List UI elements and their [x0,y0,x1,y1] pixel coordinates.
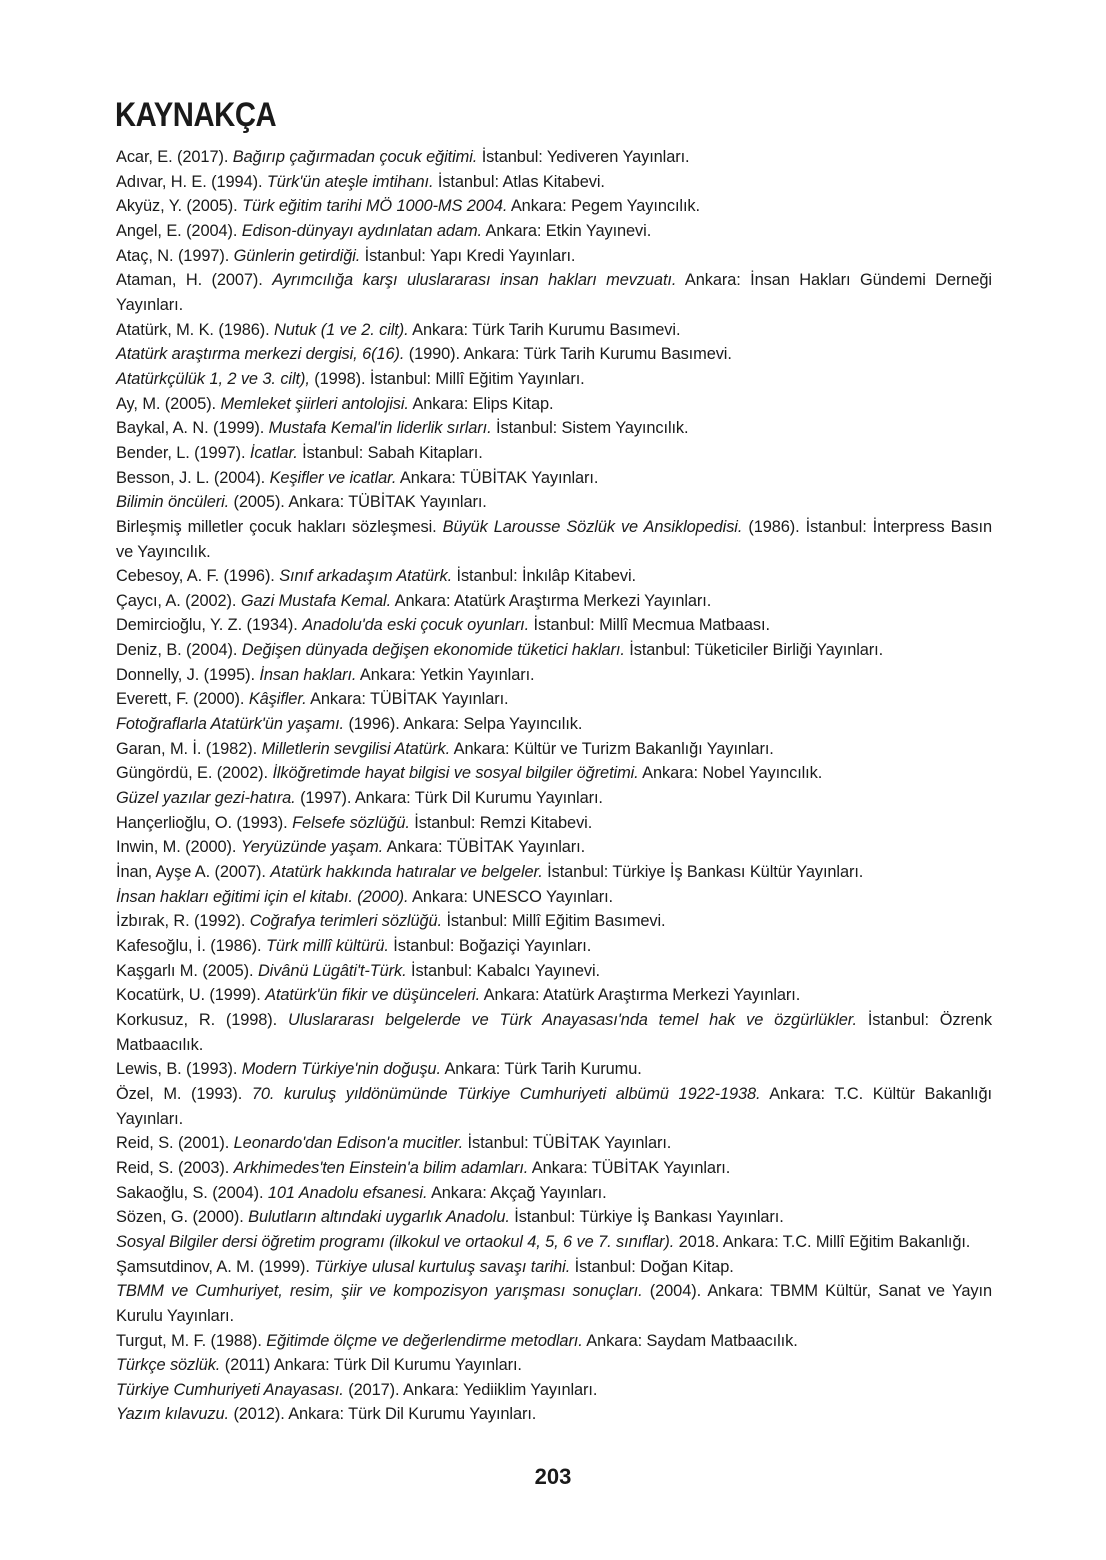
reference-title: Atatürk'ün fikir ve düşünceleri. [265,986,481,1005]
reference-entry [116,687,992,712]
reference-title: Türkçe sözlük. [116,1356,221,1375]
reference-publisher: Ankara: Elips Kitap. [408,394,554,413]
reference-title: İnsan hakları eğitimi için el kitabı. (2000). [116,887,409,906]
reference-title: Güzel yazılar gezi-hatıra. [116,789,296,808]
reference-author: Reid, S. (2003). [116,1158,234,1177]
reference-author: Donnelly, J. (1995). [116,665,260,684]
reference-publisher: İstanbul: Özrenk Matbaacılık. [116,1010,992,1054]
reference-author: Lewis, B. (1993). [116,1060,242,1079]
reference-entry [116,170,992,195]
reference-publisher: Ankara: TÜBİTAK Yayınları. [306,690,509,709]
reference-title: Coğrafya terimleri sözlüğü. [249,912,442,931]
reference-entry [116,811,992,836]
reference-publisher: Ankara: Atatürk Araştırma Merkezi Yayınları. [480,986,801,1005]
reference-author: Besson, J. L. (2004). [116,468,270,487]
reference-entry [116,490,992,515]
reference-title: Türk'ün ateşle imtihanı. [266,172,434,191]
reference-entry [116,515,992,564]
reference-title: Günlerin getirdiği. [233,246,361,265]
reference-entry [116,885,992,910]
reference-entry [116,1353,992,1378]
reference-entry [116,712,992,737]
reference-title: 101 Anadolu efsanesi. [267,1183,428,1202]
reference-title: Edison-dünyayı aydınlatan adam. [241,221,482,240]
reference-publisher: Ankara: Akçağ Yayınları. [427,1183,607,1202]
reference-title: TBMM ve Cumhuriyet, resim, şiir ve kompozisyon yarışması sonuçları. [116,1282,643,1301]
page-title: KAYNAKÇA [115,96,277,134]
reference-author: Demircioğlu, Y. Z. (1934). [116,616,303,635]
reference-publisher: (2012). Ankara: Türk Dil Kurumu Yayınları. [228,1405,537,1424]
reference-publisher: İstanbul: TÜBİTAK Yayınları. [463,1134,672,1153]
reference-publisher: 2018. Ankara: T.C. Millî Eğitim Bakanlığı. [674,1232,971,1251]
reference-title: Yazım kılavuzu. [116,1405,229,1424]
reference-author: Ataç, N. (1997). [116,246,234,265]
reference-entry [116,737,992,762]
reference-title: Nutuk (1 ve 2. cilt). [274,320,409,339]
reference-publisher: Ankara: UNESCO Yayınları. [408,887,613,906]
reference-entry [116,613,992,638]
reference-publisher: Ankara: Nobel Yayıncılık. [638,764,823,783]
reference-title: İcatlar. [249,443,298,462]
reference-title: Uluslararası belgelerde ve Türk Anayasası'nda temel hak ve özgürlükler. [287,1010,857,1029]
reference-title: Sosyal Bilgiler dersi öğretim programı (ilkokul ve ortaokul 4, 5, 6 ve 7. sınıflar). [116,1232,675,1251]
reference-title: Divânü Lügâti't-Türk. [257,961,407,980]
reference-entry [116,959,992,984]
reference-title: Türk eğitim tarihi MÖ 1000-MS 2004. [242,197,508,216]
reference-author: Bender, L. (1997). [116,443,250,462]
reference-publisher: İstanbul: İnkılâp Kitabevi. [452,567,637,586]
reference-author: Inwin, M. (2000). [116,838,241,857]
reference-entry [116,860,992,885]
reference-entry [116,342,992,367]
reference-publisher: Ankara: İnsan Hakları Gündemi Derneği Yayınları. [116,271,992,314]
reference-title: Türk millî kültürü. [265,937,389,955]
reference-title: Türkiye Cumhuriyeti Anayasası. [116,1380,344,1399]
reference-publisher: Ankara: T.C. Kültür Bakanlığı Yayınları. [116,1084,992,1128]
reference-entry [116,244,992,269]
reference-author: Everett, F. (2000). [116,690,249,709]
reference-entry [116,638,992,663]
reference-title: Eğitimde ölçme ve değerlendirme metodları. [266,1331,583,1350]
reference-publisher: Ankara: TÜBİTAK Yayınları. [396,468,599,487]
reference-publisher: Ankara: Pegem Yayıncılık. [507,197,700,216]
reference-publisher: (1986). İstanbul: İnterpress Basın ve Yayıncılık. [116,517,992,561]
reference-publisher: İstanbul: Doğan Kitap. [570,1257,734,1276]
reference-entry [116,1131,992,1156]
reference-author: Reid, S. (2001). [116,1134,234,1153]
reference-publisher: Ankara: Saydam Matbaacılık. [582,1331,798,1350]
reference-author: Atatürk, M. K. (1986). [116,320,275,339]
reference-title: Türkiye ulusal kurtuluş savaşı tarihi. [314,1257,571,1276]
reference-author: Ataman, H. (2007). [116,271,273,290]
reference-publisher: İstanbul: Millî Eğitim Basımevi. [441,912,666,931]
reference-publisher: Ankara: Atatürk Araştırma Merkezi Yayınları. [391,591,712,610]
reference-title: Memleket şiirleri antolojisi. [220,394,409,413]
reference-title: Büyük Larousse Sözlük ve Ansiklopedisi. [442,517,743,536]
reference-entry [116,194,992,219]
reference-entry [116,589,992,614]
reference-publisher: (1990). Ankara: Türk Tarih Kurumu Basımevi. [404,345,732,364]
reference-author: Özel, M. (1993). [116,1084,252,1103]
reference-title: Gazi Mustafa Kemal. [240,591,392,610]
reference-entry [116,1205,992,1230]
reference-title: Leonardo'dan Edison'a mucitler. [233,1134,464,1153]
reference-title: Atatürk hakkında hatıralar ve belgeler. [270,863,543,882]
reference-title: İnsan hakları. [259,665,357,684]
reference-entry [116,145,992,170]
reference-author: İnan, Ayşe A. (2007). [116,863,271,882]
reference-publisher: İstanbul: Yapı Kredi Yayınları. [360,246,576,265]
reference-publisher: Ankara: TÜBİTAK Yayınları. [383,838,586,857]
reference-entry [116,983,992,1008]
reference-publisher: (2005). Ankara: TÜBİTAK Yayınları. [229,493,487,512]
reference-author: İzbırak, R. (1992). [116,912,250,931]
reference-publisher: Ankara: Türk Tarih Kurumu Basımevi. [408,320,681,339]
reference-author: Cebesoy, A. F. (1996). [116,567,280,586]
reference-entry [116,1255,992,1280]
reference-title: Atatürkçülük 1, 2 ve 3. cilt), [116,369,310,388]
reference-entry [116,367,992,392]
reference-title: 70. kuruluş yıldönümünde Türkiye Cumhuriyeti albümü 1922-1938. [251,1084,761,1103]
reference-entry [116,441,992,466]
reference-entry [116,835,992,860]
reference-list [116,145,992,1427]
reference-entry [116,1156,992,1181]
reference-entry [116,1402,992,1427]
reference-publisher: (2017). Ankara: Yediiklim Yayınları. [343,1380,598,1399]
reference-entry [116,1082,992,1131]
reference-title: Bulutların altındaki uygarlık Anadolu. [248,1208,510,1227]
reference-publisher: İstanbul: Tüketiciler Birliği Yayınları. [624,641,884,660]
reference-title: Yeryüzünde yaşam. [240,838,384,857]
reference-title: Keşifler ve icatlar. [269,468,397,487]
reference-publisher: Ankara: Etkin Yayınevi. [481,221,652,240]
reference-publisher: İstanbul: Türkiye İş Bankası Kültür Yayınları. [542,863,864,882]
reference-author: Korkusuz, R. (1998). [116,1010,288,1029]
reference-author: Kafesoğlu, İ. (1986). [116,937,266,955]
page-number: 203 [534,1464,572,1489]
reference-publisher: (1996). Ankara: Selpa Yayıncılık. [343,715,583,734]
reference-entry [116,392,992,417]
reference-title: Mustafa Kemal'in liderlik sırları. [268,419,492,438]
reference-entry [116,1279,992,1328]
reference-author: Çaycı, A. (2002). [116,591,241,610]
reference-publisher: İstanbul: Atlas Kitabevi. [433,172,605,191]
reference-author: Baykal, A. N. (1999). [116,419,269,438]
reference-publisher: İstanbul: Boğaziçi Yayınları. [388,937,592,955]
reference-author: Kocatürk, U. (1999). [116,986,266,1005]
reference-author: Akyüz, Y. (2005). [116,197,243,216]
reference-title: Milletlerin sevgilisi Atatürk. [261,739,451,758]
reference-author: Ay, M. (2005). [116,394,221,413]
reference-title: Anadolu'da eski çocuk oyunları. [302,616,530,635]
reference-title: Fotoğraflarla Atatürk'ün yaşamı. [116,715,344,734]
reference-author: Güngördü, E. (2002). [116,764,273,783]
reference-entry [116,219,992,244]
reference-author: Turgut, M. F. (1988). [116,1331,267,1350]
reference-title: Arkhimedes'ten Einstein'a bilim adamları. [233,1158,529,1177]
reference-author: Adıvar, H. E. (1994). [116,172,267,191]
reference-author: Hançerlioğlu, O. (1993). [116,813,293,832]
reference-author: Kaşgarlı M. (2005). [116,961,258,980]
reference-publisher: İstanbul: Türkiye İş Bankası Yayınları. [509,1208,784,1227]
reference-author: Şamsutdinov, A. M. (1999). [116,1257,315,1276]
reference-publisher: İstanbul: Kabalcı Yayınevi. [406,961,600,980]
reference-entry [116,318,992,343]
reference-title: Değişen dünyada değişen ekonomide tüketici hakları. [241,641,625,660]
reference-publisher: İstanbul: Remzi Kitabevi. [409,813,593,832]
reference-entry [116,1230,992,1255]
reference-publisher: İstanbul: Millî Mecmua Matbaası. [529,616,770,635]
reference-publisher: (1997). Ankara: Türk Dil Kurumu Yayınları. [295,789,603,808]
reference-publisher: (2011) Ankara: Türk Dil Kurumu Yayınları. [220,1356,522,1375]
reference-title: Sınıf arkadaşım Atatürk. [279,567,453,586]
reference-publisher: Ankara: Yetkin Yayınları. [356,665,535,684]
reference-entry [116,466,992,491]
reference-author: Sözen, G. (2000). [116,1208,249,1227]
reference-title: Bilimin öncüleri. [116,493,230,512]
reference-publisher: (2004). Ankara: TBMM Kültür, Sanat ve Yayın Kurulu Yayınları. [116,1282,992,1325]
reference-title: Bağırıp çağırmadan çocuk eğitimi. [232,148,478,166]
reference-title: İlköğretimde hayat bilgisi ve sosyal bilgiler öğretimi. [272,764,639,783]
reference-entry [116,1378,992,1403]
reference-author: Birleşmiş milletler çocuk hakları sözleşmesi. [116,517,443,536]
reference-publisher: Ankara: Kültür ve Turizm Bakanlığı Yayınları. [450,739,774,758]
reference-entry [116,1057,992,1082]
reference-entry [116,663,992,688]
reference-author: Acar, E. (2017). [116,148,233,166]
reference-publisher: (1998). İstanbul: Millî Eğitim Yayınları. [309,369,585,388]
reference-author: Sakaoğlu, S. (2004). [116,1183,268,1202]
reference-publisher: İstanbul: Yediveren Yayınları. [477,148,690,166]
reference-author: Deniz, B. (2004). [116,641,242,660]
reference-entry [116,1329,992,1354]
reference-author: Angel, E. (2004). [116,221,242,240]
reference-entry [116,416,992,441]
reference-author: Garan, M. İ. (1982). [116,739,262,758]
reference-publisher: İstanbul: Sabah Kitapları. [297,443,483,462]
reference-title: Atatürk araştırma merkezi dergisi, 6(16). [116,345,405,364]
reference-publisher: İstanbul: Sistem Yayıncılık. [491,419,689,438]
reference-entry [116,564,992,589]
reference-entry [116,786,992,811]
reference-entry [116,268,992,317]
reference-title: Modern Türkiye'nin doğuşu. [241,1060,441,1079]
reference-entry [116,1181,992,1206]
reference-title: Ayrımcılığa karşı uluslararası insan hakları mevzuatı. [272,271,677,290]
reference-publisher: Ankara: Türk Tarih Kurumu. [440,1060,642,1079]
reference-entry [116,761,992,786]
reference-entry [116,909,992,934]
reference-title: Kâşifler. [248,690,307,709]
reference-entry [116,934,992,959]
reference-entry [116,1008,992,1057]
reference-publisher: Ankara: TÜBİTAK Yayınları. [528,1158,731,1177]
reference-title: Felsefe sözlüğü. [292,813,410,832]
